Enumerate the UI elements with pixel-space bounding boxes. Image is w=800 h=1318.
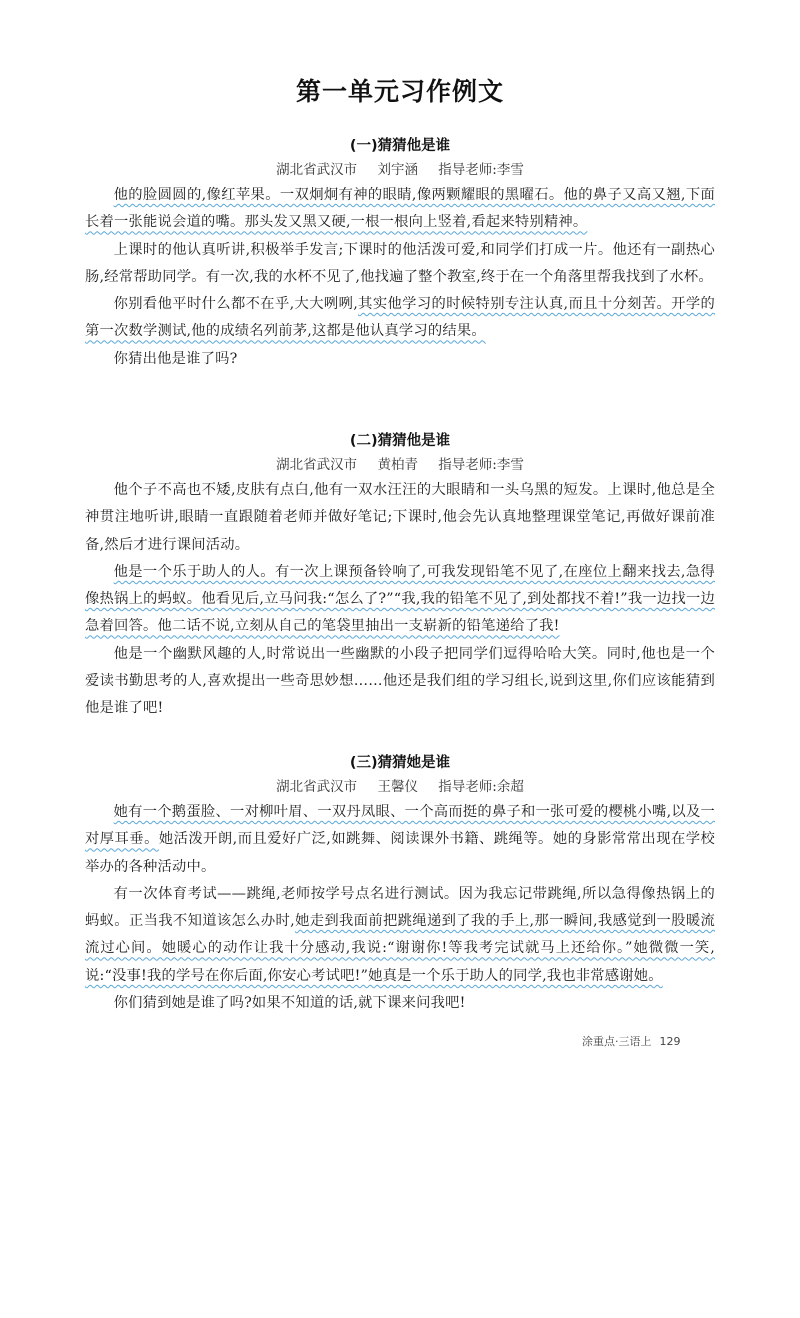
paragraph: 他是一个幽默风趣的人,时常说出一些幽默的小段子把同学们逗得哈哈大笑。同时,他也是一个爱读书勤思考的人,喜欢提出一些奇思妙想……他还是我们组的学习组长,说到这里,你们应该能猜到他是谁了吧! <box>85 645 715 717</box>
underlined-passage: 其实他学习的时候特别专注认真,而且十分刻苦。开学的第一次数学测试,他的成绩名列前茅,这都是他认真学习的结果。 <box>85 296 716 340</box>
byline-place: 湖北省武汉市 <box>276 457 358 473</box>
underlined-passage: 他是一个乐于助人的人。有一次上课预备铃响了,可我发现铅笔不见了,在座位上翻来找去,急得像热锅上的蚂蚁。他看见后,立马问我:“怎么了?”“我,我的铅笔不见了,到处都找不着!”我一边找一边急着回答。他二话不说,立刻从自己的笔袋里抽出一支崭新的铅笔递给了我! <box>85 563 715 635</box>
underlined-passage: 她有一个鹅蛋脸、一对柳叶眉、一双丹凤眼、一个高而挺的鼻子和一张可爱的樱桃小嘴,以及一对厚耳垂。 <box>85 804 715 848</box>
paragraph: 上课时的他认真听讲,积极举手发言;下课时的他活泼可爱,和同学们打成一片。他还有一副热心肠,经常帮助同学。有一次,我的水杯不见了,他找遍了整个教室,终于在一个角落里帮我找到了水杯。 <box>85 241 715 285</box>
byline <box>85 454 715 477</box>
page-number: 129 <box>659 1035 681 1048</box>
underlined-passage: 她走到我面前把跳绳递到了我的手上,那一瞬间,我感觉到一股暖流流过心间。她暖心的动作让我十分感动,我说:“谢谢你!等我考完试就马上还给你。”她微微一笑,说:“没事!我的学号在你后面,你安心考试吧!”她真是一个乐于助人的同学,我也非常感谢她。 <box>85 913 716 984</box>
essay-3 <box>85 752 715 1017</box>
byline-place: 湖北省武汉市 <box>276 162 358 178</box>
page-title: 第一单元习作例文 <box>295 77 504 106</box>
underlined-passage: 他的脸圆圆的,像红苹果。一双炯炯有神的眼睛,像两颗耀眼的黑曜石。他的鼻子又高又翘,下面长着一张能说会道的嘴。那头发又黑又硬,一根一根向上竖着,看起来特别精神。 <box>85 187 715 231</box>
byline <box>85 776 715 799</box>
paragraph <box>85 182 715 237</box>
book-label: 涂重点·三语上 <box>582 1035 652 1048</box>
paragraph: 有一次体育考试——跳绳,老师按学号点名进行测试。因为我忘记带跳绳,所以急得像热锅上的蚂蚁。正当我不知道该怎么办时,她走到我面前把跳绳递到了我的手上,那一瞬间,我感觉到一股暖流流过心间。她暖心的动作让我十分感动,我说:“谢谢你!等我考完试就马上还给你。”她微微一笑,说:“没事!我的学号在你后面,你安心考试吧!”她真是一个乐于助人的同学,我也非常感谢她。 <box>85 885 716 984</box>
byline-teacher: 指导老师:李雪 <box>438 162 524 178</box>
essay-title: (一)猜猜他是谁 <box>349 138 451 154</box>
byline-author: 黄柏青 <box>377 457 418 473</box>
paragraph: 你猜出他是谁了吗? <box>113 350 238 367</box>
byline-teacher: 指导老师:李雪 <box>438 457 524 473</box>
byline <box>85 159 715 182</box>
page <box>85 0 715 1318</box>
paragraph: 他个子不高也不矮,皮肤有点白,他有一双水汪汪的大眼睛和一头乌黑的短发。上课时,他总是全神贯注地听讲,眼睛一直跟随着老师并做好笔记;下课时,他会先认真地整理课堂笔记,再做好课前准备,然后才进行课间活动。 <box>85 482 715 553</box>
paragraph: 你们猜到她是谁了吗?如果不知道的话,就下课来问我吧! <box>113 995 466 1012</box>
paragraph <box>85 559 715 641</box>
paragraph: 你别看他平时什么都不在乎,大大咧咧,其实他学习的时候特别专注认真,而且十分刻苦。开学的第一次数学测试,他的成绩名列前茅,这都是他认真学习的结果。 <box>85 296 716 340</box>
byline-author: 王馨仪 <box>377 779 418 795</box>
paragraph: 她有一个鹅蛋脸、一对柳叶眉、一双丹凤眼、一个高而挺的鼻子和一张可爱的樱桃小嘴,以及一对厚耳垂。她活泼开朗,而且爱好广泛,如跳舞、阅读课外书籍、跳绳等。她的身影常常出现在学校举办的各种活动中。 <box>85 804 716 875</box>
essay-title: (三)猜猜她是谁 <box>349 755 451 771</box>
byline-place: 湖北省武汉市 <box>276 779 358 795</box>
byline-teacher: 指导老师:余超 <box>438 779 524 795</box>
page-footer <box>582 1033 681 1049</box>
essay-title: (二)猜猜他是谁 <box>349 433 451 449</box>
essay-1 <box>85 135 715 373</box>
byline-author: 刘宇涵 <box>377 162 418 178</box>
essay-2 <box>85 430 715 723</box>
